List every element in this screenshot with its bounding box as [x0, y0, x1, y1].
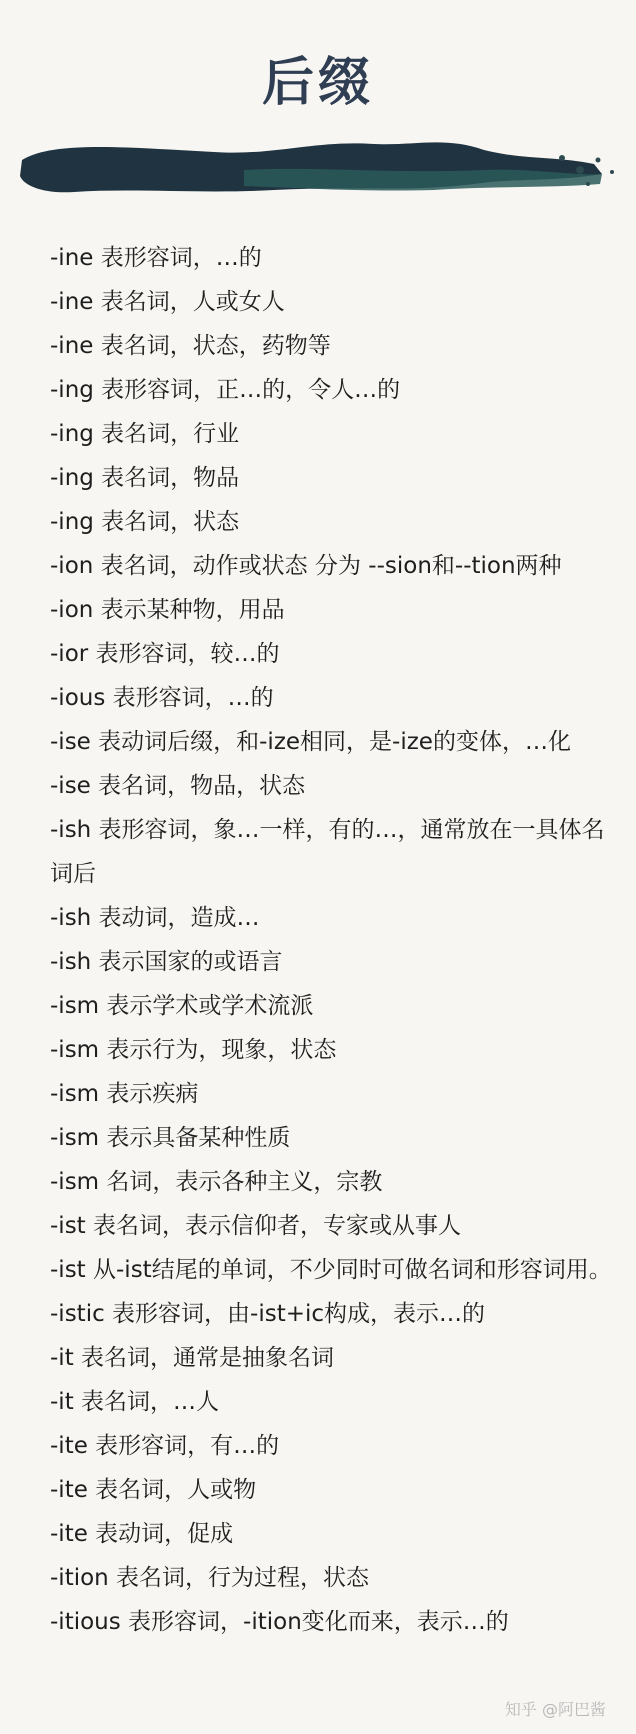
list-item: -itious 表形容词，-ition变化而来，表示…的	[50, 1609, 509, 1635]
list-item: -ish 表形容词，象…一样，有的…，通常放在一具体名词后	[50, 817, 605, 887]
list-item: -ism 表示疾病	[50, 1081, 199, 1107]
list-item: -ing 表名词，物品	[50, 465, 240, 491]
list-item: -ine 表名词，状态，药物等	[50, 333, 331, 359]
list-item: -ious 表形容词，…的	[50, 685, 274, 711]
list-item: -ite 表动词，促成	[50, 1521, 234, 1547]
list-item: -ite 表名词，人或物	[50, 1477, 257, 1503]
list-item: -istic 表形容词，由-ist+ic构成，表示…的	[50, 1301, 486, 1327]
list-item: -ite 表形容词，有…的	[50, 1433, 280, 1459]
list-item: -ist 从-ist结尾的单词，不少同时可做名词和形容词用。	[50, 1257, 612, 1283]
brush-stroke-decoration	[14, 130, 624, 210]
list-item: -ism 表示学术或学术流派	[50, 993, 314, 1019]
suffix-list	[50, 236, 618, 1644]
list-item: -ine 表形容词，…的	[50, 245, 262, 271]
list-item: -ise 表动词后缀，和-ize相同，是-ize的变体，…化	[50, 729, 571, 755]
list-item: -ing 表形容词，正…的，令人…的	[50, 377, 401, 403]
list-item: -ior 表形容词，较…的	[50, 641, 280, 667]
page-title: 后缀	[261, 53, 374, 113]
list-item: -ine 表名词，人或女人	[50, 289, 285, 315]
list-item: -ing 表名词，状态	[50, 509, 240, 535]
list-item: -ition 表名词，行为过程，状态	[50, 1565, 370, 1591]
list-item: -ism 表示具备某种性质	[50, 1125, 291, 1151]
list-item: -ion 表示某种物，用品	[50, 597, 285, 623]
list-item: -ise 表名词，物品，状态	[50, 773, 306, 799]
list-item: -ion 表名词，动作或状态 分为 --sion和--tion两种	[50, 553, 562, 579]
list-item: -ism 名词，表示各种主义，宗教	[50, 1169, 383, 1195]
list-item: -it 表名词，…人	[50, 1389, 220, 1415]
list-item: -ing 表名词，行业	[50, 421, 240, 447]
list-item: -ism 表示行为，现象，状态	[50, 1037, 337, 1063]
watermark: 知乎 @阿巴酱	[504, 1700, 606, 1719]
list-item: -ist 表名词，表示信仰者，专家或从事人	[50, 1213, 462, 1239]
list-item: -it 表名词，通常是抽象名词	[50, 1345, 335, 1371]
list-item: -ish 表动词，造成…	[50, 905, 260, 931]
list-item: -ish 表示国家的或语言	[50, 949, 283, 975]
